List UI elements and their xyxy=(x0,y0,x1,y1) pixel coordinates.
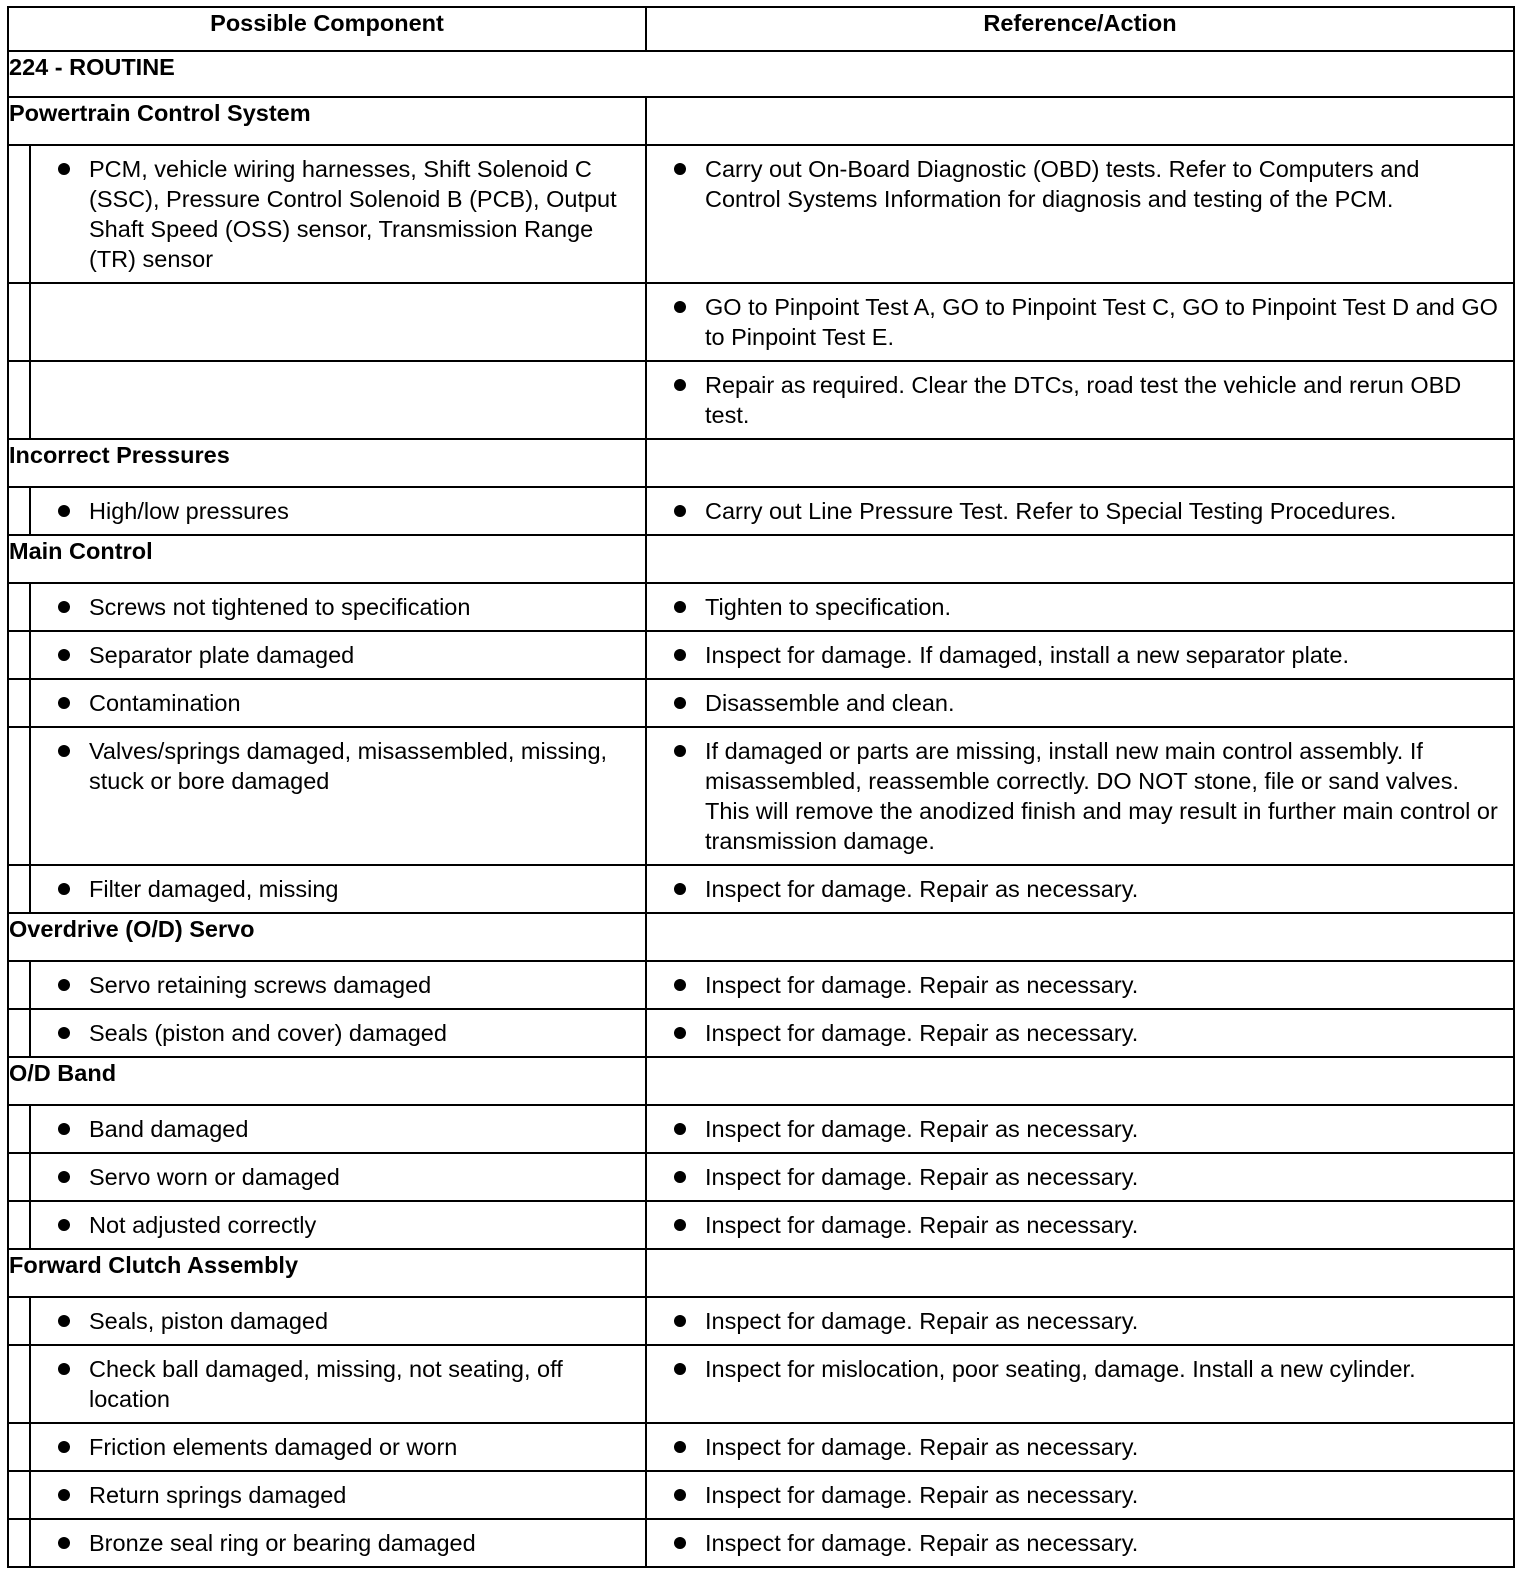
bullet-icon xyxy=(58,1027,70,1039)
action-cell xyxy=(646,1345,1514,1423)
bullet-icon xyxy=(58,505,70,517)
table-row xyxy=(8,961,1514,1009)
action-text: Inspect for damage. Repair as necessary. xyxy=(705,1482,1139,1508)
component-text: Servo retaining screws damaged xyxy=(89,972,432,998)
section-row xyxy=(8,913,1514,961)
table-row xyxy=(8,1201,1514,1249)
component-cell xyxy=(30,679,646,727)
action-text: Inspect for damage. If damaged, install a new separator plate. xyxy=(705,642,1350,668)
component-cell xyxy=(30,865,646,913)
section-title: Overdrive (O/D) Servo xyxy=(8,913,646,961)
action-text: GO to Pinpoint Test A, GO to Pinpoint Test C, GO to Pinpoint Test D and GO to Pinpoint Test E. xyxy=(705,294,1498,350)
action-text: Tighten to specification. xyxy=(705,594,952,620)
component-text: Friction elements damaged or worn xyxy=(89,1434,458,1460)
bullet-icon xyxy=(674,1315,686,1327)
component-cell xyxy=(30,1153,646,1201)
section-title: Powertrain Control System xyxy=(8,97,646,145)
bullet-icon xyxy=(58,1363,70,1375)
section-title: Main Control xyxy=(8,535,646,583)
action-cell xyxy=(646,1201,1514,1249)
action-text: Disassemble and clean. xyxy=(705,690,955,716)
component-text: Filter damaged, missing xyxy=(89,876,339,902)
component-cell xyxy=(30,145,646,283)
action-text: Carry out Line Pressure Test. Refer to Special Testing Procedures. xyxy=(705,498,1397,524)
table-row xyxy=(8,631,1514,679)
table-row xyxy=(8,1345,1514,1423)
component-cell xyxy=(30,1471,646,1519)
bullet-icon xyxy=(674,1171,686,1183)
bullet-icon xyxy=(674,301,686,313)
bullet-icon xyxy=(58,1315,70,1327)
component-text: Valves/springs damaged, misassembled, missing, stuck or bore damaged xyxy=(89,738,608,794)
section-row xyxy=(8,97,1514,145)
section-title: Forward Clutch Assembly xyxy=(8,1249,646,1297)
bullet-icon xyxy=(674,1441,686,1453)
component-text: Band damaged xyxy=(89,1116,249,1142)
header-reference: Reference/Action xyxy=(646,7,1514,51)
bullet-icon xyxy=(58,1441,70,1453)
action-cell xyxy=(646,631,1514,679)
action-text: Inspect for damage. Repair as necessary. xyxy=(705,972,1139,998)
bullet-icon xyxy=(58,1219,70,1231)
bullet-icon xyxy=(674,163,686,175)
section-ref-empty xyxy=(646,439,1514,487)
table-row xyxy=(8,583,1514,631)
section-ref-empty xyxy=(646,1249,1514,1297)
bullet-icon xyxy=(58,649,70,661)
bullet-icon xyxy=(58,697,70,709)
component-text: PCM, vehicle wiring harnesses, Shift Solenoid C (SSC), Pressure Control Solenoid B (PCB), Output Shaft Speed (OSS) sensor, Transmission Range (TR) sensor xyxy=(89,156,617,272)
bullet-icon xyxy=(674,883,686,895)
bullet-icon xyxy=(58,601,70,613)
header-component: Possible Component xyxy=(8,7,646,51)
bullet-icon xyxy=(674,697,686,709)
component-text: Return springs damaged xyxy=(89,1482,347,1508)
section-row xyxy=(8,439,1514,487)
component-text: Check ball damaged, missing, not seating, off location xyxy=(89,1356,563,1412)
action-text: If damaged or parts are missing, install new main control assembly. If misassembled, reassemble correctly. DO NOT stone, file or sand valves. This will remove the anodized finish and may result in further main control or transmission damage. xyxy=(705,738,1498,854)
component-text: Contamination xyxy=(89,690,241,716)
component-cell xyxy=(30,1345,646,1423)
action-cell xyxy=(646,145,1514,283)
component-text: Bronze seal ring or bearing damaged xyxy=(89,1530,476,1556)
action-text: Inspect for damage. Repair as necessary. xyxy=(705,1434,1139,1460)
component-cell xyxy=(30,1297,646,1345)
section-title: O/D Band xyxy=(8,1057,646,1105)
component-text: Screws not tightened to specification xyxy=(89,594,471,620)
action-cell xyxy=(646,1105,1514,1153)
action-cell xyxy=(646,487,1514,535)
table-row xyxy=(8,1519,1514,1567)
action-cell xyxy=(646,679,1514,727)
component-text: Separator plate damaged xyxy=(89,642,355,668)
section-title: Incorrect Pressures xyxy=(8,439,646,487)
bullet-icon xyxy=(58,1537,70,1549)
action-cell xyxy=(646,583,1514,631)
bullet-icon xyxy=(58,163,70,175)
action-text: Inspect for damage. Repair as necessary. xyxy=(705,1530,1139,1556)
component-cell xyxy=(30,727,646,865)
table-row xyxy=(8,145,1514,283)
action-cell xyxy=(646,1471,1514,1519)
component-cell xyxy=(30,1009,646,1057)
table-row xyxy=(8,1471,1514,1519)
table-row xyxy=(8,361,1514,439)
action-text: Inspect for damage. Repair as necessary. xyxy=(705,1164,1139,1190)
action-cell xyxy=(646,361,1514,439)
section-row xyxy=(8,535,1514,583)
component-cell xyxy=(30,361,646,439)
bullet-icon xyxy=(58,1123,70,1135)
table-row xyxy=(8,727,1514,865)
bullet-icon xyxy=(674,1489,686,1501)
action-cell xyxy=(646,727,1514,865)
action-text: Inspect for damage. Repair as necessary. xyxy=(705,1116,1139,1142)
component-cell xyxy=(30,961,646,1009)
bullet-icon xyxy=(674,979,686,991)
component-cell xyxy=(30,1105,646,1153)
bullet-icon xyxy=(58,979,70,991)
component-text: Seals, piston damaged xyxy=(89,1308,329,1334)
bullet-icon xyxy=(674,601,686,613)
component-text: Servo worn or damaged xyxy=(89,1164,340,1190)
section-ref-empty xyxy=(646,535,1514,583)
bullet-icon xyxy=(674,1537,686,1549)
component-cell xyxy=(30,1519,646,1567)
section-ref-empty xyxy=(646,97,1514,145)
diagnosis-table xyxy=(7,6,1515,1568)
routine-title: 224 - ROUTINE xyxy=(8,51,1514,97)
table-row xyxy=(8,1423,1514,1471)
action-cell xyxy=(646,1519,1514,1567)
component-text: Not adjusted correctly xyxy=(89,1212,317,1238)
routine-row xyxy=(8,51,1514,97)
action-text: Repair as required. Clear the DTCs, road test the vehicle and rerun OBD test. xyxy=(705,372,1462,428)
bullet-icon xyxy=(674,649,686,661)
table-row xyxy=(8,283,1514,361)
bullet-icon xyxy=(58,1489,70,1501)
bullet-icon xyxy=(674,505,686,517)
bullet-icon xyxy=(674,379,686,391)
bullet-icon xyxy=(674,1219,686,1231)
bullet-icon xyxy=(674,1027,686,1039)
bullet-icon xyxy=(58,883,70,895)
action-cell xyxy=(646,961,1514,1009)
action-cell xyxy=(646,1297,1514,1345)
section-ref-empty xyxy=(646,913,1514,961)
action-cell xyxy=(646,1153,1514,1201)
action-text: Inspect for damage. Repair as necessary. xyxy=(705,1308,1139,1334)
component-text: High/low pressures xyxy=(89,498,289,524)
section-row xyxy=(8,1249,1514,1297)
component-cell xyxy=(30,283,646,361)
table-row xyxy=(8,865,1514,913)
bullet-icon xyxy=(674,1363,686,1375)
header-row xyxy=(8,7,1514,51)
bullet-icon xyxy=(674,1123,686,1135)
bullet-icon xyxy=(58,745,70,757)
component-cell xyxy=(30,487,646,535)
bullet-icon xyxy=(674,745,686,757)
component-cell xyxy=(30,631,646,679)
action-text: Inspect for mislocation, poor seating, damage. Install a new cylinder. xyxy=(705,1356,1416,1382)
action-text: Inspect for damage. Repair as necessary. xyxy=(705,876,1139,902)
action-text: Inspect for damage. Repair as necessary. xyxy=(705,1212,1139,1238)
table-row xyxy=(8,1105,1514,1153)
action-cell xyxy=(646,1423,1514,1471)
action-text: Carry out On-Board Diagnostic (OBD) tests. Refer to Computers and Control Systems Information for diagnosis and testing of the PCM. xyxy=(705,156,1420,212)
bullet-icon xyxy=(58,1171,70,1183)
section-row xyxy=(8,1057,1514,1105)
section-ref-empty xyxy=(646,1057,1514,1105)
action-cell xyxy=(646,1009,1514,1057)
action-cell xyxy=(646,283,1514,361)
table-row xyxy=(8,1153,1514,1201)
component-cell xyxy=(30,1201,646,1249)
action-cell xyxy=(646,865,1514,913)
component-text: Seals (piston and cover) damaged xyxy=(89,1020,447,1046)
table-row xyxy=(8,679,1514,727)
component-cell xyxy=(30,1423,646,1471)
component-cell xyxy=(30,583,646,631)
action-text: Inspect for damage. Repair as necessary. xyxy=(705,1020,1139,1046)
table-row xyxy=(8,487,1514,535)
table-row xyxy=(8,1297,1514,1345)
table-row xyxy=(8,1009,1514,1057)
